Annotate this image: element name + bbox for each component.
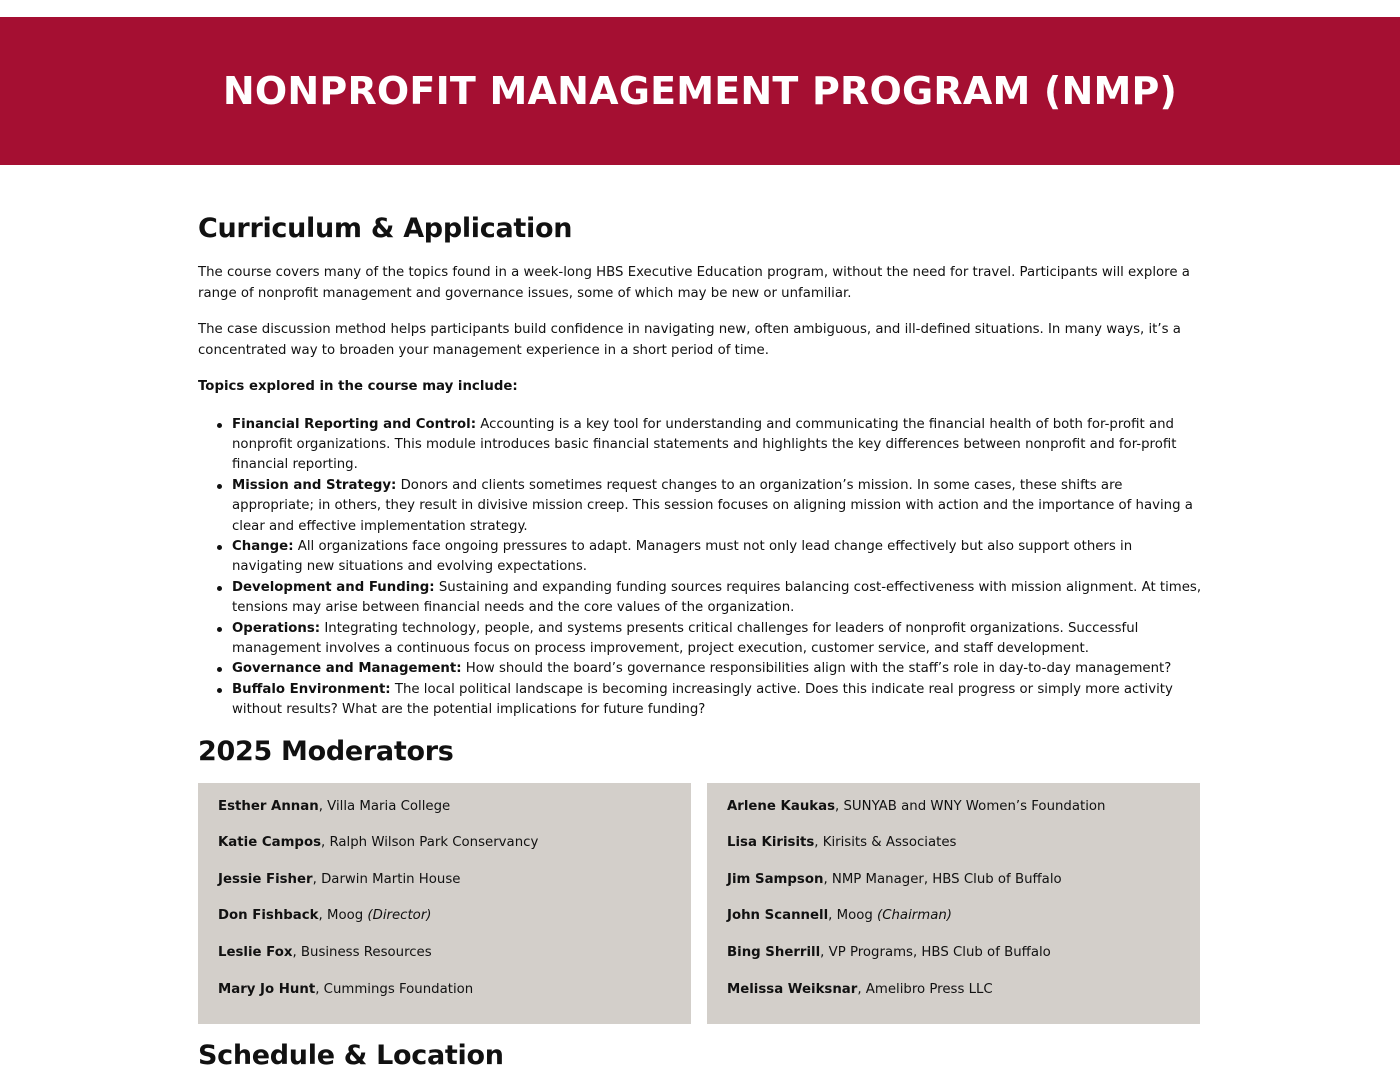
moderator-entry [218, 943, 691, 980]
moderator-entry [218, 906, 691, 943]
topic-text: Integrating technology, people, and systems presents critical challenges for leaders of nonprofit organizations. Successful management involves a continuous focus on process improvement, project execution, customer service, and staff development. [232, 620, 1139, 656]
topic-text: Accounting is a key tool for understanding and communicating the financial health of both for-profit and nonprofit organizations. This module introduces basic financial statements and highlights the key differences between nonprofit and for-profit financial reporting. [232, 416, 1177, 473]
topic-title: Change: [232, 538, 294, 554]
moderator-name: Don Fishback [218, 908, 319, 924]
case-method-paragraph: The case discussion method helps participants build confidence in navigating new, often ambiguous, and ill-defined situations. In many ways, it’s a concentrated way to broaden your management experience in a short period of time. [198, 322, 1181, 358]
moderator-name: John Scannell [727, 908, 829, 924]
moderator-name: Esther Annan [218, 798, 319, 814]
moderators-grid [198, 783, 1202, 1025]
moderator-affiliation: , VP Programs, HBS Club of Buffalo [820, 944, 1051, 960]
moderator-entry [218, 980, 691, 1017]
curriculum-intro-paragraph: The course covers many of the topics found in a week-long HBS Executive Education program, without the need for travel. Participants will explore a range of nonprofit management and governance issues, some of which may be new or unfamiliar. [198, 265, 1190, 301]
list-item [232, 619, 1202, 660]
topic-text: All organizations face ongoing pressures to adapt. Managers must not only lead change effectively but also support others in navigating new situations and evolving expectations. [232, 538, 1133, 575]
moderator-name: Melissa Weiksnar [727, 981, 858, 997]
moderator-affiliation: , Moog [828, 908, 878, 924]
moderator-affiliation: , Kirisits & Associates [814, 835, 957, 851]
topic-title: Buffalo Environment: [232, 681, 391, 697]
topic-text: Donors and clients sometimes request changes to an organization’s mission. In some cases, these shifts are appropriate; in others, they result in divisive mission creep. This session focuses on aligning mission with action and the importance of having a clear and effective implementation strategy. [232, 477, 1193, 534]
moderator-name: Leslie Fox [218, 944, 293, 960]
moderator-name: Jessie Fisher [218, 871, 313, 887]
topic-title: Operations: [232, 620, 321, 636]
moderator-role: (Director) [367, 908, 432, 924]
topic-title: Development and Funding: [232, 579, 435, 595]
moderator-name: Lisa Kirisits [727, 835, 815, 851]
topics-lead: Topics explored in the course may include: [198, 379, 518, 394]
moderator-affiliation: , Villa Maria College [318, 798, 451, 814]
moderator-entry [218, 833, 691, 870]
moderator-entry [727, 980, 1200, 1017]
moderator-entry [218, 797, 691, 834]
moderator-name: Mary Jo Hunt [218, 981, 316, 997]
moderator-name: Jim Sampson [727, 871, 824, 887]
topic-text: How should the board’s governance responsibilities align with the staff’s role in day-to-day management? [461, 661, 1172, 677]
list-item [232, 680, 1202, 721]
moderators-heading: 2025 Moderators [198, 735, 454, 767]
moderator-affiliation: , Business Resources [292, 944, 432, 960]
moderator-affiliation: , SUNYAB and WNY Women’s Foundation [835, 798, 1106, 814]
moderator-affiliation: , Darwin Martin House [312, 871, 461, 887]
list-item [232, 415, 1202, 476]
list-item [232, 659, 1202, 679]
topic-title: Governance and Management: [232, 661, 462, 677]
moderator-entry [727, 797, 1200, 834]
moderator-name: Bing Sherrill [727, 944, 821, 960]
moderator-affiliation: , Ralph Wilson Park Conservancy [321, 835, 539, 851]
list-item [232, 537, 1202, 578]
moderator-name: Katie Campos [218, 835, 321, 851]
moderator-entry [727, 870, 1200, 907]
topic-text: The local political landscape is becoming increasingly active. Does this indicate real progress or simply more activity without results? What are the potential implications for future funding? [232, 681, 1173, 718]
moderator-affiliation: , Cummings Foundation [315, 981, 474, 997]
moderator-entry [218, 870, 691, 907]
moderator-entry [727, 943, 1200, 980]
curriculum-heading: Curriculum & Application [198, 213, 573, 244]
schedule-heading: Schedule & Location [198, 1040, 504, 1071]
list-item [232, 578, 1202, 619]
moderator-affiliation: , Moog [318, 908, 368, 924]
moderator-affiliation: , NMP Manager, HBS Club of Buffalo [823, 871, 1062, 887]
main-content [198, 165, 1202, 1071]
moderator-name: Arlene Kaukas [727, 798, 836, 814]
moderator-affiliation: , Amelibro Press LLC [857, 981, 993, 997]
topics-list [198, 415, 1202, 721]
page-banner [0, 17, 1400, 165]
page-title: NONPROFIT MANAGEMENT PROGRAM (NMP) [222, 69, 1178, 113]
topic-title: Financial Reporting and Control: [232, 416, 477, 432]
moderator-entry [727, 833, 1200, 870]
list-item [232, 476, 1202, 537]
moderators-column-right [707, 783, 1200, 1025]
topic-title: Mission and Strategy: [232, 477, 397, 493]
moderator-entry [727, 906, 1200, 943]
moderator-role: (Chairman) [877, 908, 952, 924]
moderators-column-left [198, 783, 691, 1025]
topic-text: Sustaining and expanding funding sources requires balancing cost-effectiveness with mission alignment. At times, tensions may arise between financial needs and the core values of the organization. [232, 579, 1202, 616]
